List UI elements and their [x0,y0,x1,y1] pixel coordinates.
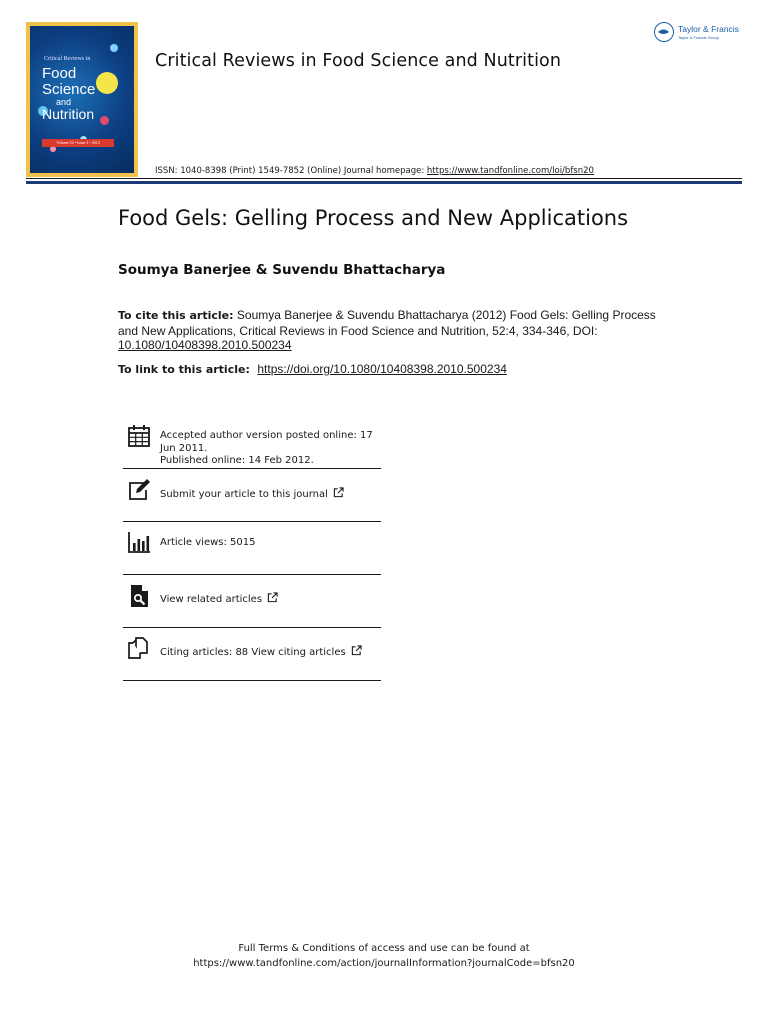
journal-homepage-link[interactable]: https://www.tandfonline.com/loi/bfsn20 [426,166,594,176]
document-search-icon [127,584,151,608]
cover-line-nutrition: Nutrition [42,105,95,122]
cite-doi-link[interactable]: 10.1080/10408398.2010.500234 [118,338,292,352]
cover-title [42,56,96,122]
divider [123,680,381,681]
divider [123,627,381,628]
citing-articles-icon [127,636,151,660]
article-views: Article views: 5015 [160,537,256,548]
submit-article-link[interactable]: Submit your article to this journal [160,489,328,500]
bar-chart-icon [127,530,151,554]
publisher-name: Taylor & Francis [678,24,739,34]
cover-line-food: Food [42,65,77,82]
divider [123,574,381,575]
journal-title[interactable]: Critical Reviews in Food Science and Nutrition [155,51,562,71]
external-link-icon [267,592,278,603]
citation-block [118,308,663,353]
cover-volume-band: Volume 52 • Issue 4 • 2012 [42,139,114,147]
citing-articles-link[interactable]: Citing articles: 88 View citing articles [160,647,346,658]
divider [123,468,381,469]
info-citing-text [160,645,380,660]
external-link-icon [351,645,362,656]
divider [123,521,381,522]
issn-text: ISSN: 1040-8398 (Print) 1549-7852 (Online) Journal homepage: [155,166,425,176]
related-articles-link[interactable]: View related articles [160,594,263,605]
info-dates-text [160,430,380,468]
info-submit-text [160,487,380,502]
footer-line-1: Full Terms & Conditions of access and use can be found at [238,943,530,954]
cover-line-science: Science [42,80,96,98]
header-rule-thin [26,178,742,179]
footer-terms-link[interactable]: https://www.tandfonline.com/action/journalInformation?journalCode=bfsn20 [193,957,575,969]
publisher-logo-icon [654,22,674,42]
footer-terms [0,942,768,971]
article-authors: Soumya Banerjee & Suvendu Bhattacharya [118,262,446,278]
external-link-icon [333,487,344,498]
published-date: Published online: 14 Feb 2012. [160,455,314,466]
cover-artwork [30,26,134,173]
cover-line-and: and [56,96,72,107]
cite-text: Soumya Banerjee & Suvendu Bhattacharya (2012) Food Gels: Gelling Process and New Applications, Critical Reviews in Food Science and Nutrition, 52:4, 334-346, DOI: [118,308,656,338]
article-doi-link[interactable]: https://doi.org/10.1080/10408398.2010.500234 [257,362,507,376]
calendar-icon [127,424,151,448]
accepted-date: Accepted author version posted online: 17 Jun 2011. [160,430,373,454]
article-title: Food Gels: Gelling Process and New Applications [118,206,629,230]
info-related-text [160,592,380,607]
link-label: To link to this article: [118,363,250,376]
article-link-line [118,362,507,376]
header-rule-thick [26,181,742,184]
publisher-group: Taylor & Francis Group [678,35,719,40]
journal-cover-image [26,22,138,177]
edit-icon [127,478,151,502]
issn-line [155,166,594,176]
publisher-logo[interactable] [654,22,746,46]
cover-small-text: Critical Reviews in [44,56,91,62]
cite-label: To cite this article: [118,309,234,322]
